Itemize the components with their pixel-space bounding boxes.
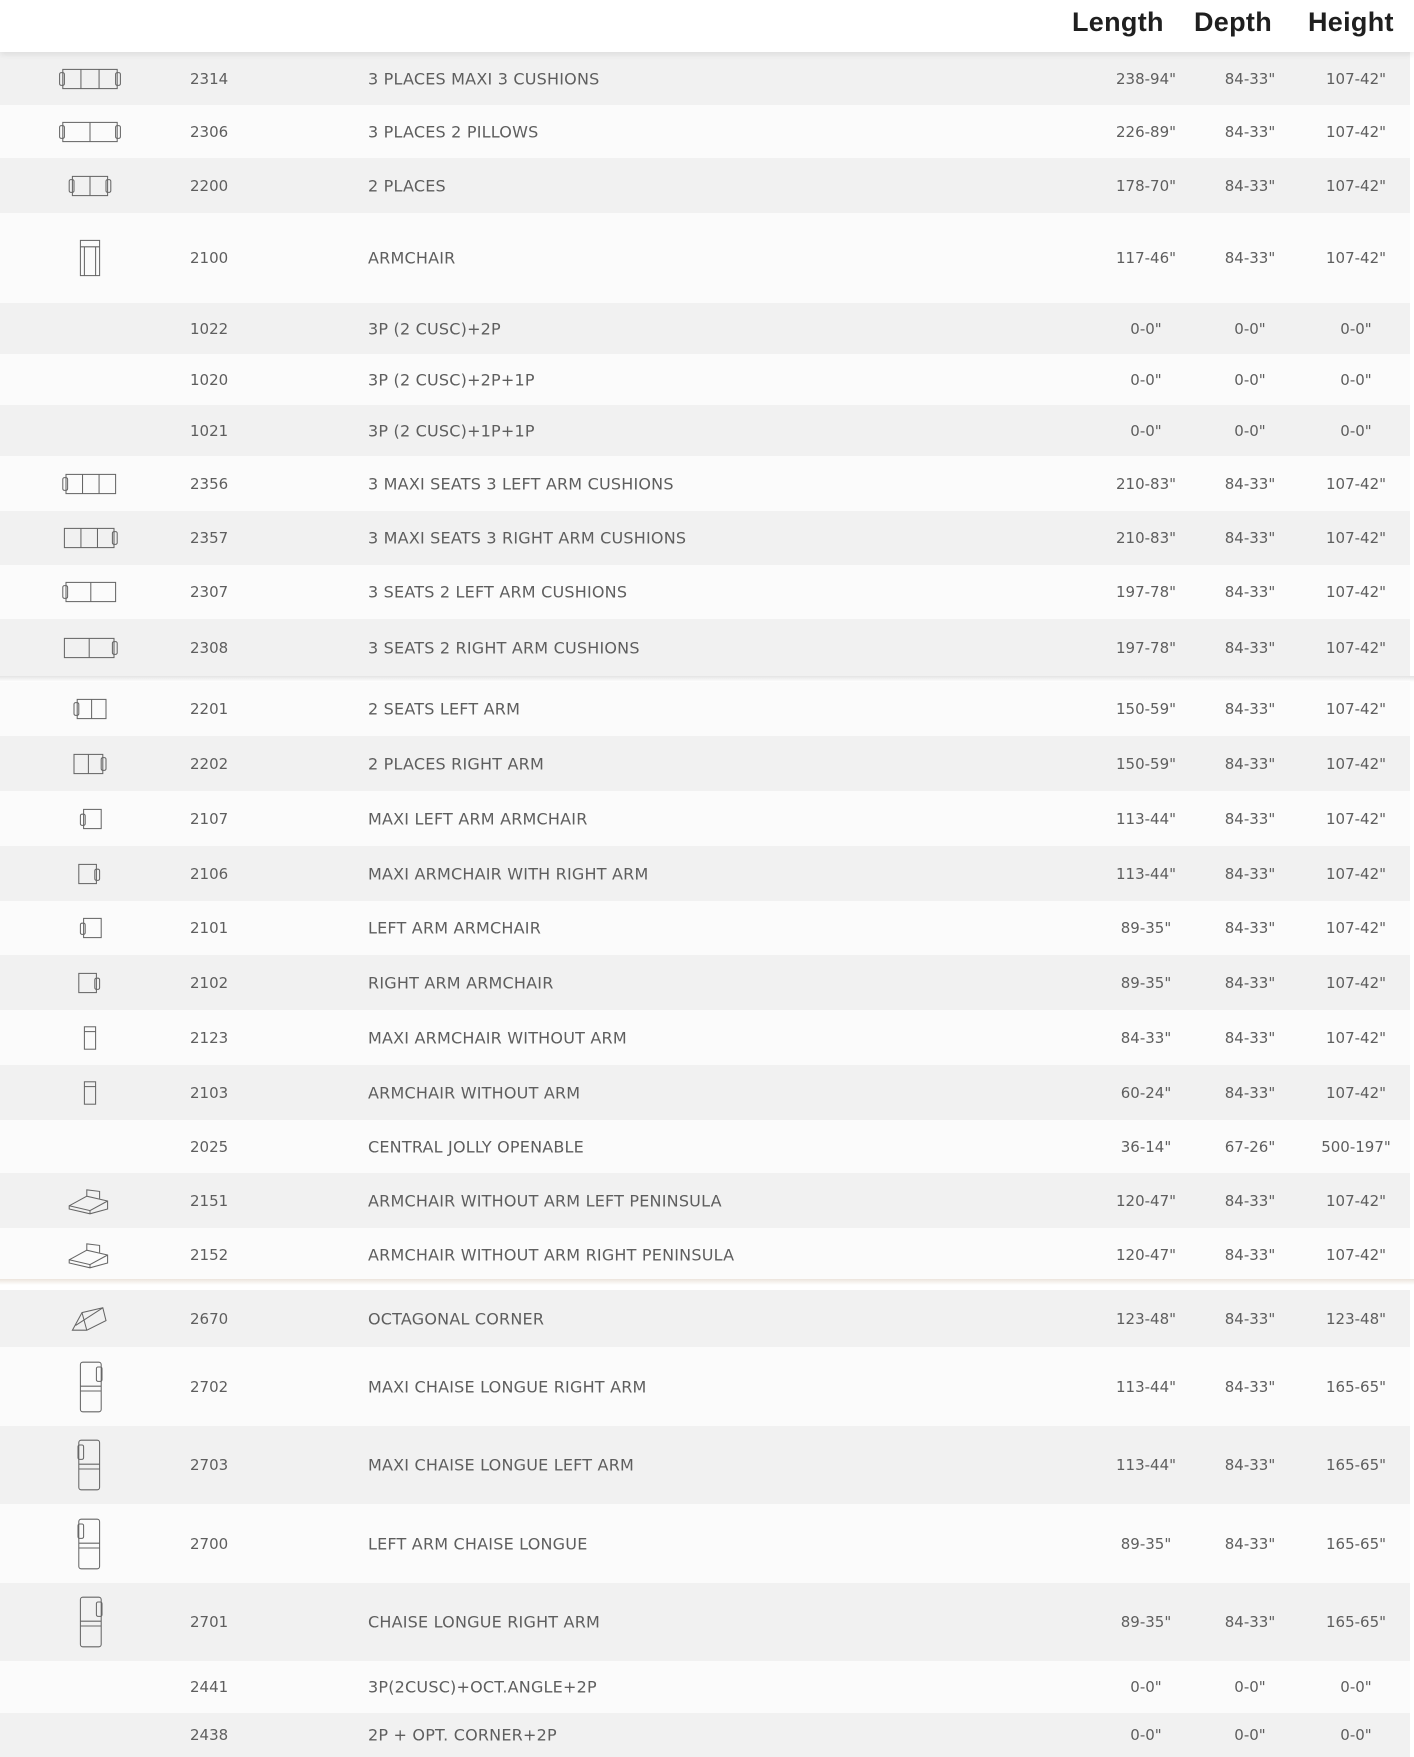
product-description: 2 PLACES RIGHT ARM: [368, 754, 544, 773]
length-value: 89-35": [1120, 973, 1172, 992]
product-description: 2 PLACES: [368, 176, 446, 195]
chaise-right-arm-icon: [58, 1590, 122, 1654]
height-value: 0-0": [1340, 319, 1372, 338]
height-value: 107-42": [1325, 176, 1387, 195]
product-description: 3P (2 CUSC)+1P+1P: [368, 421, 535, 440]
icon-cell: [50, 1290, 130, 1347]
armchair-left-arm-icon: [58, 908, 122, 948]
depth-value: 84-33": [1224, 919, 1276, 937]
table-row: [0, 52, 1410, 105]
table-row: [0, 791, 1410, 846]
height-value: 165-65": [1325, 1534, 1387, 1553]
table-row: [0, 105, 1410, 158]
length-value: 210-83": [1115, 474, 1177, 493]
icon-cell: [50, 158, 130, 213]
table-row: [0, 681, 1410, 736]
height-value: 107-42": [1325, 864, 1387, 883]
armchair-no-arm-icon: [58, 1073, 122, 1113]
table-row: [0, 1713, 1410, 1757]
height-value: 107-42": [1325, 809, 1387, 828]
length-value: 89-35": [1120, 1613, 1172, 1631]
table-row: [0, 619, 1410, 676]
icon-cell: [50, 901, 130, 955]
depth-value: 84-33": [1224, 583, 1276, 601]
depth-value: 84-33": [1224, 638, 1276, 657]
depth-value: 84-33": [1224, 249, 1276, 267]
table-row: [0, 901, 1410, 955]
product-code: 2307: [190, 583, 229, 601]
product-code: 1021: [190, 421, 229, 440]
product-code: 2438: [190, 1726, 229, 1744]
product-code: 2702: [190, 1377, 229, 1396]
product-description: ARMCHAIR WITHOUT ARM LEFT PENINSULA: [368, 1191, 722, 1210]
height-value: 165-65": [1325, 1377, 1387, 1396]
product-code: 2670: [190, 1309, 229, 1328]
height-value: 107-42": [1325, 583, 1387, 601]
table-row: [0, 1583, 1410, 1661]
length-value: 84-33": [1120, 1028, 1172, 1047]
table-row: [0, 565, 1410, 619]
depth-value: 0-0": [1234, 1678, 1266, 1696]
product-code: 2102: [190, 973, 229, 992]
icon-cell: [50, 846, 130, 901]
table-row: [0, 846, 1410, 901]
product-description: ARMCHAIR WITHOUT ARM RIGHT PENINSULA: [368, 1245, 735, 1264]
product-description: OCTAGONAL CORNER: [368, 1309, 545, 1328]
height-value: 107-42": [1325, 1191, 1387, 1210]
depth-value: 84-33": [1224, 1309, 1276, 1328]
product-description: MAXI ARMCHAIR WITHOUT ARM: [368, 1028, 627, 1047]
length-value: 36-14": [1120, 1137, 1172, 1156]
product-code: 2357: [190, 529, 229, 547]
depth-value: 84-33": [1224, 1245, 1276, 1264]
icon-cell: [50, 955, 130, 1010]
depth-value: 84-33": [1224, 699, 1276, 718]
height-value: 500-197": [1321, 1137, 1391, 1156]
table-row: [0, 955, 1410, 1010]
depth-value: 84-33": [1224, 1083, 1276, 1102]
icon-cell: [50, 736, 130, 791]
height-value: 107-42": [1325, 122, 1387, 141]
depth-value: 84-33": [1224, 474, 1276, 493]
icon-cell: [50, 681, 130, 736]
height-value: 107-42": [1325, 754, 1387, 773]
height-value: 107-42": [1325, 1028, 1387, 1047]
maxi-3-seat-right-arm-icon: [58, 518, 122, 558]
depth-value: 0-0": [1234, 370, 1266, 389]
product-code: 2151: [190, 1191, 229, 1210]
product-code: 2308: [190, 638, 229, 657]
section-divider: [0, 1279, 1414, 1285]
length-value: 113-44": [1115, 1377, 1177, 1396]
product-code: 2106: [190, 864, 229, 883]
maxi-chaise-left-arm-icon: [58, 1433, 122, 1497]
icon-cell: [50, 52, 130, 105]
product-code: 2703: [190, 1456, 229, 1474]
height-value: 165-65": [1325, 1613, 1387, 1631]
product-description: CENTRAL JOLLY OPENABLE: [368, 1137, 584, 1156]
length-value: 150-59": [1115, 699, 1177, 718]
3-seat-left-arm-icon: [58, 572, 122, 612]
height-value: 107-42": [1325, 529, 1387, 547]
length-value: 0-0": [1130, 1678, 1162, 1696]
length-value: 120-47": [1115, 1191, 1177, 1210]
armchair-right-arm-icon: [58, 963, 122, 1003]
product-code: 2200: [190, 176, 229, 195]
2-seat-right-arm-icon: [58, 744, 122, 784]
maxi-3-seat-left-arm-icon: [58, 464, 122, 504]
product-description: 3P(2CUSC)+OCT.ANGLE+2P: [368, 1677, 597, 1697]
octagonal-corner-icon: [58, 1299, 122, 1339]
table-row: [0, 1010, 1410, 1065]
length-value: 0-0": [1130, 370, 1162, 389]
depth-value: 84-33": [1224, 1613, 1276, 1631]
product-description: 3 MAXI SEATS 3 LEFT ARM CUSHIONS: [368, 474, 674, 493]
product-description: MAXI LEFT ARM ARMCHAIR: [368, 809, 588, 828]
length-value: 60-24": [1120, 1083, 1172, 1102]
icon-cell: [50, 1347, 130, 1426]
height-value: 107-42": [1325, 1083, 1387, 1102]
table-row: [0, 1347, 1410, 1426]
product-code: 2306: [190, 122, 229, 141]
product-code: 1022: [190, 319, 229, 338]
icon-cell: [50, 1173, 130, 1228]
icon-cell: [50, 1228, 130, 1281]
icon-cell: [50, 456, 130, 511]
height-value: 107-42": [1325, 474, 1387, 493]
height-value: 107-42": [1325, 919, 1387, 937]
length-value: 117-46": [1115, 249, 1177, 267]
sofa-2-seat-icon: [58, 166, 122, 206]
depth-value: 67-26": [1224, 1137, 1276, 1156]
product-code: 2314: [190, 69, 229, 88]
peninsula-left-icon: [58, 1181, 122, 1221]
depth-value: 84-33": [1224, 973, 1276, 992]
length-value: 0-0": [1130, 319, 1162, 338]
table-row: [0, 405, 1410, 456]
product-code: 2025: [190, 1137, 229, 1156]
product-code: 2100: [190, 249, 229, 267]
icon-cell: [50, 1426, 130, 1504]
product-code: 2202: [190, 754, 229, 773]
product-description: ARMCHAIR WITHOUT ARM: [368, 1083, 581, 1102]
length-value: 123-48": [1115, 1309, 1177, 1328]
depth-value: 84-33": [1224, 1028, 1276, 1047]
product-code: 1020: [190, 370, 229, 389]
length-value: 226-89": [1115, 122, 1177, 141]
table-row: [0, 456, 1410, 511]
depth-value: 84-33": [1224, 176, 1276, 195]
product-code: 2103: [190, 1083, 229, 1102]
height-value: 0-0": [1340, 370, 1372, 389]
product-description: RIGHT ARM ARMCHAIR: [368, 973, 554, 992]
height-column-header: Height: [1308, 7, 1394, 37]
height-value: 0-0": [1340, 421, 1372, 440]
maxi-armchair-left-arm-icon: [58, 799, 122, 839]
table-row: [0, 1065, 1410, 1120]
length-value: 120-47": [1115, 1245, 1177, 1264]
table-row: [0, 736, 1410, 791]
icon-cell: [50, 511, 130, 565]
table-row: [0, 1661, 1410, 1713]
2-seat-left-arm-icon: [58, 689, 122, 729]
product-description: LEFT ARM CHAISE LONGUE: [368, 1534, 588, 1553]
table-row: [0, 1173, 1410, 1228]
table-header: [0, 0, 1414, 52]
product-description: 3 SEATS 2 LEFT ARM CUSHIONS: [368, 582, 628, 602]
product-description: 3P (2 CUSC)+2P+1P: [368, 370, 535, 389]
length-value: 113-44": [1115, 864, 1177, 883]
product-description: MAXI CHAISE LONGUE RIGHT ARM: [368, 1377, 647, 1396]
product-description: 3 PLACES 2 PILLOWS: [368, 122, 539, 141]
depth-value: 0-0": [1234, 421, 1266, 440]
product-code: 2356: [190, 474, 229, 493]
height-value: 0-0": [1340, 1678, 1372, 1696]
icon-cell: [50, 1010, 130, 1065]
product-description: 2 SEATS LEFT ARM: [368, 699, 521, 718]
product-description: LEFT ARM ARMCHAIR: [368, 918, 542, 938]
maxi-chaise-right-arm-icon: [58, 1355, 122, 1419]
depth-value: 84-33": [1224, 864, 1276, 883]
table-row: [0, 1290, 1410, 1347]
icon-cell: [50, 619, 130, 676]
icon-cell: [50, 1583, 130, 1661]
table-row: [0, 1120, 1410, 1173]
table-row: [0, 213, 1410, 303]
table-row: [0, 158, 1410, 213]
product-description: 3P (2 CUSC)+2P: [368, 319, 501, 338]
icon-cell: [50, 1065, 130, 1120]
depth-value: 0-0": [1234, 319, 1266, 338]
product-code: 2123: [190, 1028, 229, 1047]
product-code: 2152: [190, 1245, 229, 1264]
length-value: 113-44": [1115, 1456, 1177, 1474]
table-row: [0, 1504, 1410, 1583]
sofa-3-seat-2-pillow-icon: [58, 112, 122, 152]
icon-cell: [50, 1504, 130, 1583]
depth-column-header: Depth: [1194, 7, 1272, 37]
product-description: 3 PLACES MAXI 3 CUSHIONS: [368, 69, 600, 88]
table-row: [0, 511, 1410, 565]
armchair-icon: [58, 228, 122, 288]
height-value: 123-48": [1325, 1309, 1387, 1328]
product-code: 2700: [190, 1534, 229, 1553]
length-column-header: Length: [1072, 7, 1164, 37]
maxi-armchair-no-arm-icon: [58, 1018, 122, 1058]
height-value: 107-42": [1325, 973, 1387, 992]
product-description: 2P + OPT. CORNER+2P: [368, 1725, 557, 1745]
product-description: 3 SEATS 2 RIGHT ARM CUSHIONS: [368, 638, 640, 657]
height-value: 0-0": [1340, 1726, 1372, 1744]
table-row: [0, 303, 1410, 354]
icon-cell: [50, 565, 130, 619]
maxi-armchair-right-arm-icon: [58, 854, 122, 894]
length-value: 0-0": [1130, 1726, 1162, 1744]
height-value: 107-42": [1325, 249, 1387, 267]
depth-value: 84-33": [1224, 529, 1276, 547]
icon-cell: [50, 105, 130, 158]
length-value: 210-83": [1115, 529, 1177, 547]
table-row: [0, 354, 1410, 405]
product-code: 2201: [190, 699, 229, 718]
product-code: 2701: [190, 1613, 229, 1631]
depth-value: 84-33": [1224, 1377, 1276, 1396]
depth-value: 84-33": [1224, 809, 1276, 828]
length-value: 113-44": [1115, 809, 1177, 828]
product-code: 2441: [190, 1678, 229, 1696]
height-value: 107-42": [1325, 638, 1387, 657]
length-value: 0-0": [1130, 421, 1162, 440]
3-seat-right-arm-icon: [58, 628, 122, 668]
table-row: [0, 1228, 1410, 1281]
depth-value: 84-33": [1224, 1191, 1276, 1210]
height-value: 165-65": [1325, 1456, 1387, 1474]
sofa-3-seat-3-cushion-icon: [58, 59, 122, 99]
depth-value: 84-33": [1224, 754, 1276, 773]
length-value: 197-78": [1115, 583, 1177, 601]
length-value: 178-70": [1115, 176, 1177, 195]
product-code: 2107: [190, 809, 229, 828]
length-value: 197-78": [1115, 638, 1177, 657]
product-description: CHAISE LONGUE RIGHT ARM: [368, 1612, 601, 1632]
height-value: 107-42": [1325, 69, 1387, 88]
product-description: 3 MAXI SEATS 3 RIGHT ARM CUSHIONS: [368, 528, 687, 548]
length-value: 238-94": [1115, 69, 1177, 88]
depth-value: 84-33": [1224, 1456, 1276, 1474]
product-description: MAXI ARMCHAIR WITH RIGHT ARM: [368, 864, 649, 883]
peninsula-right-icon: [58, 1235, 122, 1275]
section-divider: [0, 676, 1414, 682]
product-description: ARMCHAIR: [368, 248, 456, 268]
length-value: 89-35": [1120, 919, 1172, 937]
icon-cell: [50, 213, 130, 303]
product-description: MAXI CHAISE LONGUE LEFT ARM: [368, 1455, 635, 1475]
depth-value: 84-33": [1224, 1534, 1276, 1553]
chaise-left-arm-icon: [58, 1512, 122, 1576]
depth-value: 0-0": [1234, 1726, 1266, 1744]
depth-value: 84-33": [1224, 122, 1276, 141]
height-value: 107-42": [1325, 1245, 1387, 1264]
depth-value: 84-33": [1224, 69, 1276, 88]
length-value: 89-35": [1120, 1534, 1172, 1553]
product-code: 2101: [190, 919, 229, 937]
height-value: 107-42": [1325, 699, 1387, 718]
length-value: 150-59": [1115, 754, 1177, 773]
icon-cell: [50, 791, 130, 846]
table-row: [0, 1426, 1410, 1504]
